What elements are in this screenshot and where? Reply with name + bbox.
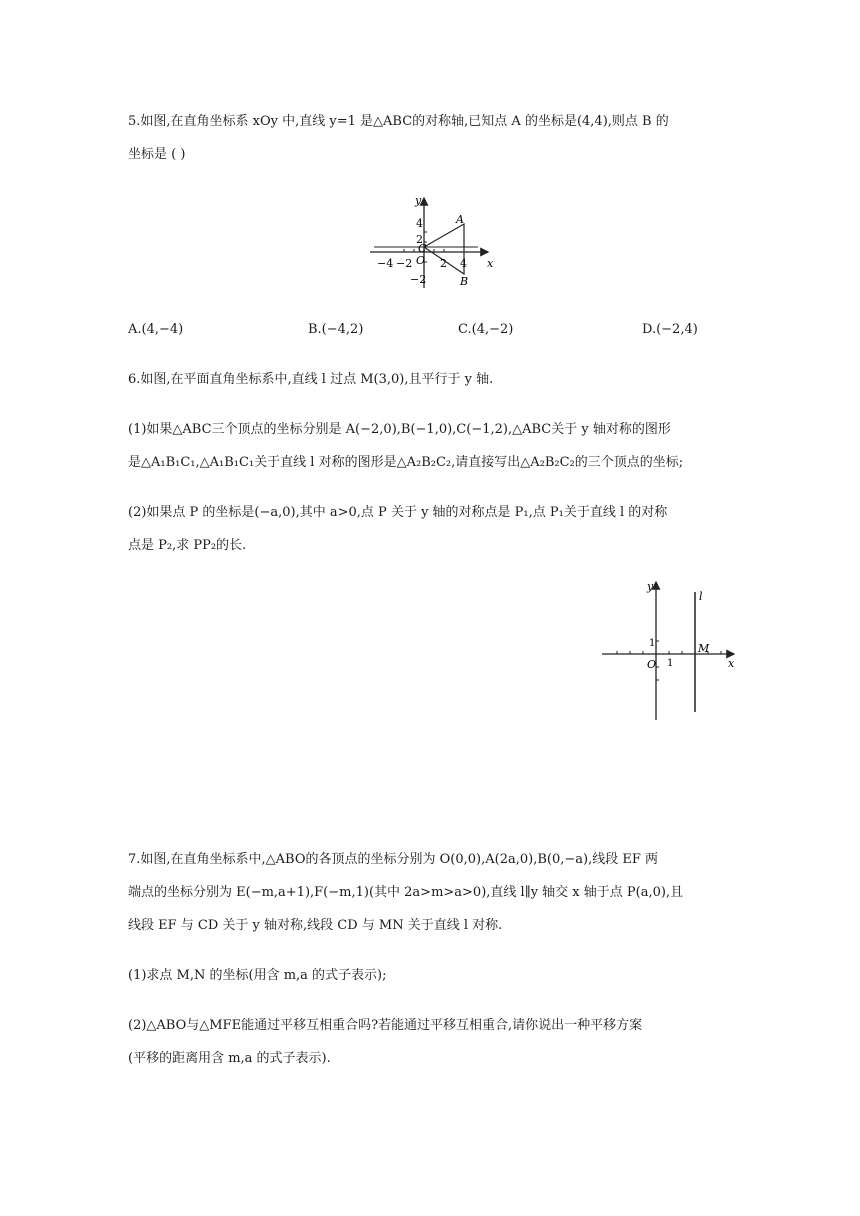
q6-line-l-label: l	[699, 590, 703, 603]
q6-part-1-line-1: (1)如果△ABC三个顶点的坐标分别是 A(−2,0),B(−1,0),C(−1,2),△ABC关于 y 轴对称的图形	[128, 422, 671, 437]
question-6-part-2	[128, 503, 740, 556]
q5-x-tick-label: 2	[440, 257, 447, 270]
question-7-part-2	[128, 1016, 740, 1069]
q5-option-b: B.(−4,2)	[308, 322, 364, 337]
q5-origin-label: O	[416, 254, 426, 267]
q5-coordinate-figure	[362, 192, 502, 292]
question-6-stem	[128, 370, 740, 390]
q5-x-tick-label: −4	[377, 257, 394, 270]
q6-part-2-line-2: 点是 P₂,求 PP₂的长.	[128, 538, 247, 553]
q6-x-axis-label: x	[728, 657, 735, 670]
q5-point-b-label: B	[460, 275, 469, 288]
q5-line-1: 5.如图,在直角坐标系 xOy 中,直线 y=1 是△ABC的对称轴,已知点 A 的坐标是(4,4),则点 B 的	[128, 114, 669, 129]
question-7-part-1	[128, 966, 740, 986]
q7-line-3: 线段 EF 与 CD 关于 y 轴对称,线段 CD 与 MN 关于直线 l 对称.	[128, 918, 503, 933]
q5-point-a-label: A	[456, 213, 464, 226]
q6-part-1-line-2: 是△A₁B₁C₁,△A₁B₁C₁关于直线 l 对称的图形是△A₂B₂C₂,请直接写出△A₂B₂C₂的三个顶点的坐标;	[128, 455, 684, 470]
q5-y-tick-label: 4	[416, 217, 423, 230]
q5-point-c-label: C	[418, 242, 427, 255]
q5-option-a: A.(4,−4)	[128, 322, 184, 337]
q6-x-tick-label: 1	[667, 658, 674, 669]
q5-y-tick-label: −2	[410, 273, 427, 286]
q7-part-1-text: (1)求点 M,N 的坐标(用含 m,a 的式子表示);	[128, 968, 387, 983]
q5-x-tick-label: −2	[396, 257, 413, 270]
q6-stem-text: 6.如图,在平面直角坐标系中,直线 l 过点 M(3,0),且平行于 y 轴.	[128, 372, 494, 387]
q6-origin-label: O	[647, 658, 657, 671]
q7-part-2-line-1: (2)△ABO与△MFE能通过平移互相重合吗?若能通过平移互相重合,请你说出一种平移方案	[128, 1018, 643, 1033]
question-7-stem	[128, 850, 740, 936]
q7-line-2: 端点的坐标分别为 E(−m,a+1),F(−m,1)(其中 2a>m>a>0),直线 l∥y 轴交 x 轴于点 P(a,0),且	[128, 885, 684, 900]
q5-y-axis-label: y	[415, 194, 422, 207]
q6-part-2-line-1: (2)如果点 P 的坐标是(−a,0),其中 a>0,点 P 关于 y 轴的对称点是 P₁,点 P₁关于直线 l 的对称	[128, 505, 668, 520]
q5-y-tick-label: 2	[416, 233, 423, 246]
q5-option-c: C.(4,−2)	[458, 322, 514, 337]
question-5-stem	[128, 112, 740, 165]
q7-part-2-line-2: (平移的距离用含 m,a 的式子表示).	[128, 1051, 331, 1066]
q5-line-2: 坐标是 ( )	[128, 147, 186, 162]
q7-line-1: 7.如图,在直角坐标系中,△ABO的各顶点的坐标分别为 O(0,0),A(2a,0),B(0,−a),线段 EF 两	[128, 852, 658, 867]
q6-coordinate-figure	[598, 576, 748, 726]
q5-x-tick-label: 4	[460, 257, 467, 270]
q6-point-m-label: M	[698, 642, 710, 655]
q5-x-axis-label: x	[487, 257, 494, 270]
question-6-part-1	[128, 420, 740, 473]
q5-option-d: D.(−2,4)	[642, 322, 698, 337]
q6-y-axis-label: y	[647, 580, 654, 593]
q6-y-tick-label: 1	[649, 638, 656, 649]
